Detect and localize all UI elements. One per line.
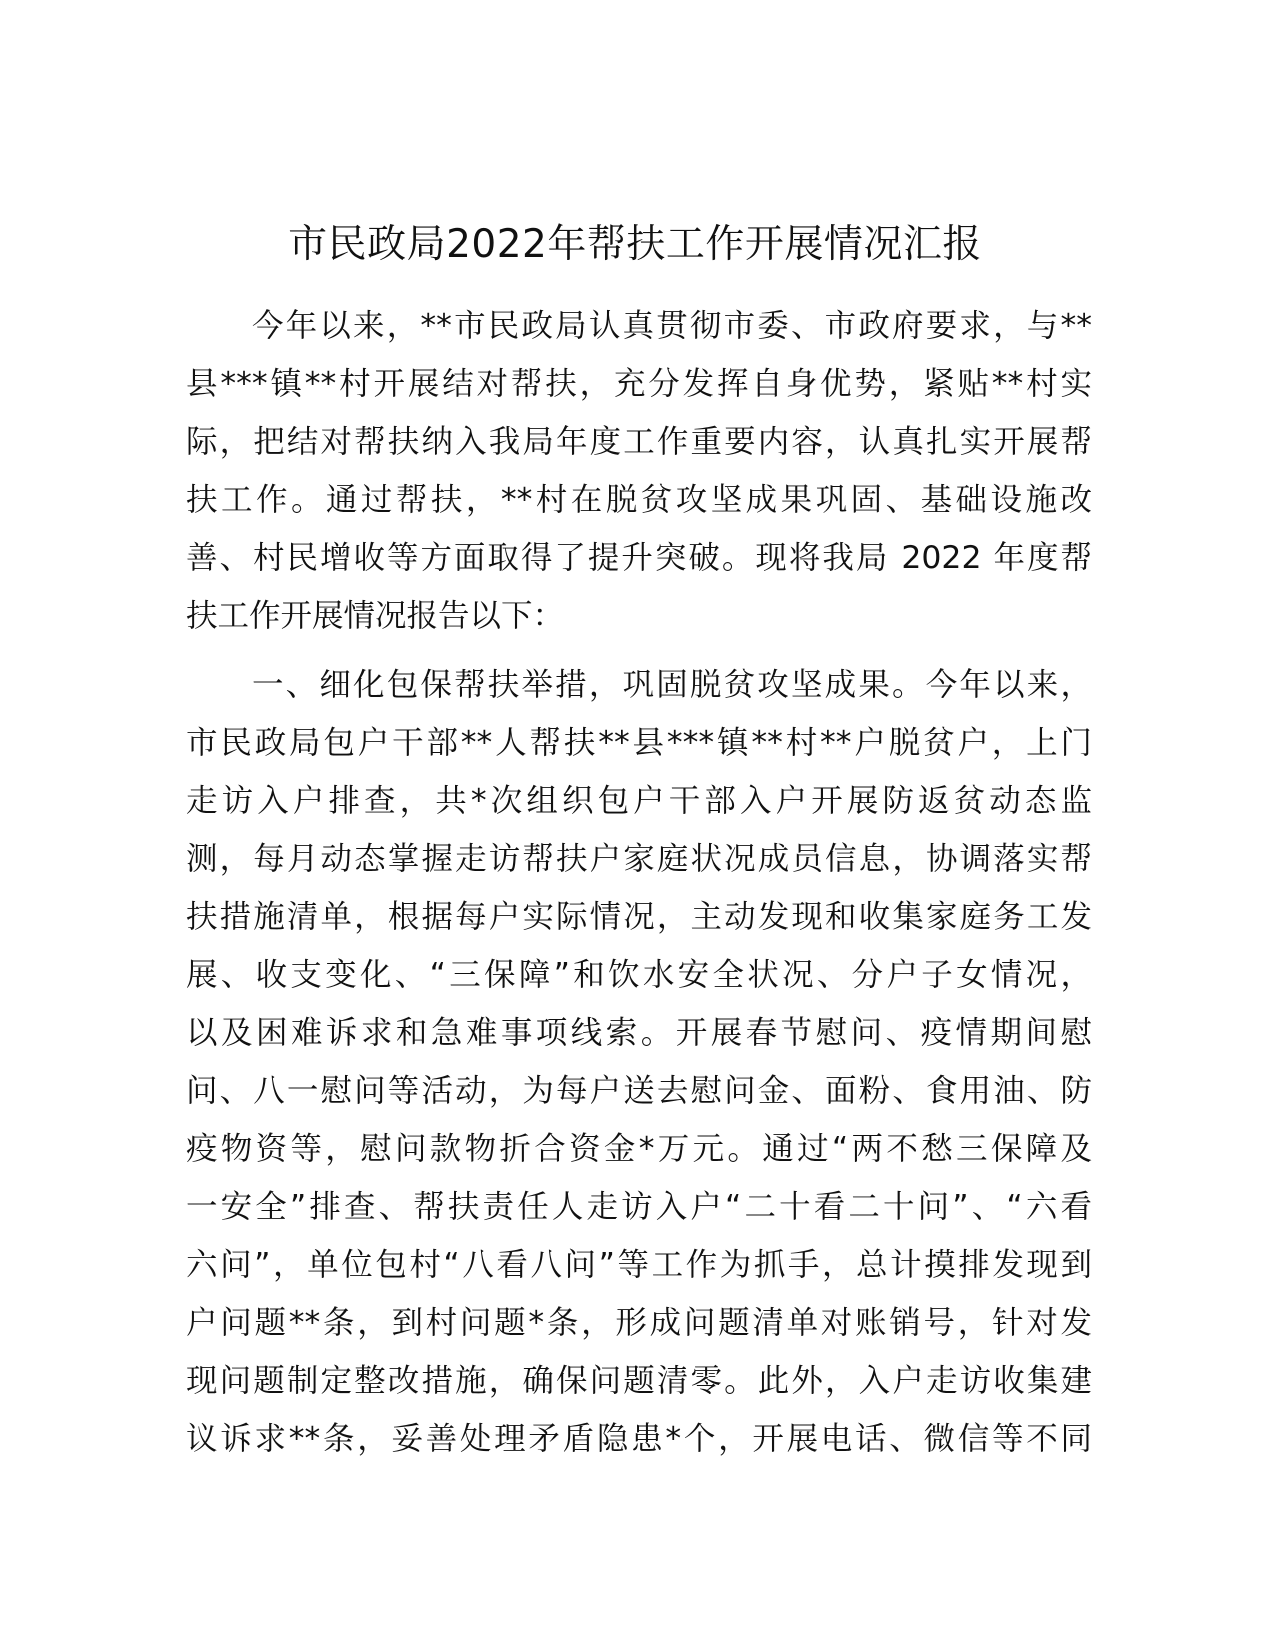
- paragraph-section-one: [186, 656, 1092, 1468]
- text-line: 际，把结对帮扶纳入我局年度工作重要内容，认真扎实开展帮: [186, 424, 1092, 460]
- text-line: 现问题制定整改措施，确保问题清零。此外，入户走访收集建: [186, 1363, 1092, 1399]
- text-line: 今年以来，**市民政局认真贯彻市委、市政府要求，与**: [252, 308, 1092, 344]
- text-line: 扶工作开展情况报告以下：: [186, 598, 565, 634]
- text-line: 走访入户排查，共*次组织包户干部入户开展防返贫动态监: [186, 783, 1092, 819]
- text-line: 善、村民增收等方面取得了提升突破。现将我局 2022 年度帮: [186, 540, 1092, 576]
- text-line: 扶措施清单，根据每户实际情况，主动发现和收集家庭务工发: [186, 899, 1092, 935]
- text-line: 户问题**条，到村问题*条，形成问题清单对账销号，针对发: [186, 1305, 1092, 1341]
- paragraph-intro: [186, 297, 1092, 645]
- text-line: 测，每月动态掌握走访帮扶户家庭状况成员信息，协调落实帮: [186, 841, 1092, 877]
- text-line: 疫物资等，慰问款物折合资金*万元。通过“两不愁三保障及: [186, 1131, 1092, 1167]
- text-line: 市民政局包户干部**人帮扶**县***镇**村**户脱贫户，上门: [186, 725, 1092, 761]
- text-line: 以及困难诉求和急难事项线索。开展春节慰问、疫情期间慰: [186, 1015, 1092, 1051]
- text-line: 县***镇**村开展结对帮扶，充分发挥自身优势，紧贴**村实: [186, 366, 1092, 402]
- text-line: 展、收支变化、“三保障”和饮水安全状况、分户子女情况，: [186, 957, 1092, 993]
- text-line: 议诉求**条，妥善处理矛盾隐患*个，开展电话、微信等不同: [186, 1421, 1092, 1457]
- text-line: 问、八一慰问等活动，为每户送去慰问金、面粉、食用油、防: [186, 1073, 1092, 1109]
- document-body: [186, 297, 1092, 1468]
- text-line: 一安全”排查、帮扶责任人走访入户“二十看二十问”、“六看: [186, 1189, 1092, 1225]
- text-line: 六问”，单位包村“八看八问”等工作为抓手，总计摸排发现到: [186, 1247, 1092, 1283]
- document-title: 市民政局2022年帮扶工作开展情况汇报: [288, 222, 982, 267]
- text-line: 扶工作。通过帮扶，**村在脱贫攻坚成果巩固、基础设施改: [186, 482, 1092, 518]
- text-line: 一、细化包保帮扶举措，巩固脱贫攻坚成果。今年以来，: [252, 667, 1092, 703]
- paragraph-gap: [186, 645, 1092, 656]
